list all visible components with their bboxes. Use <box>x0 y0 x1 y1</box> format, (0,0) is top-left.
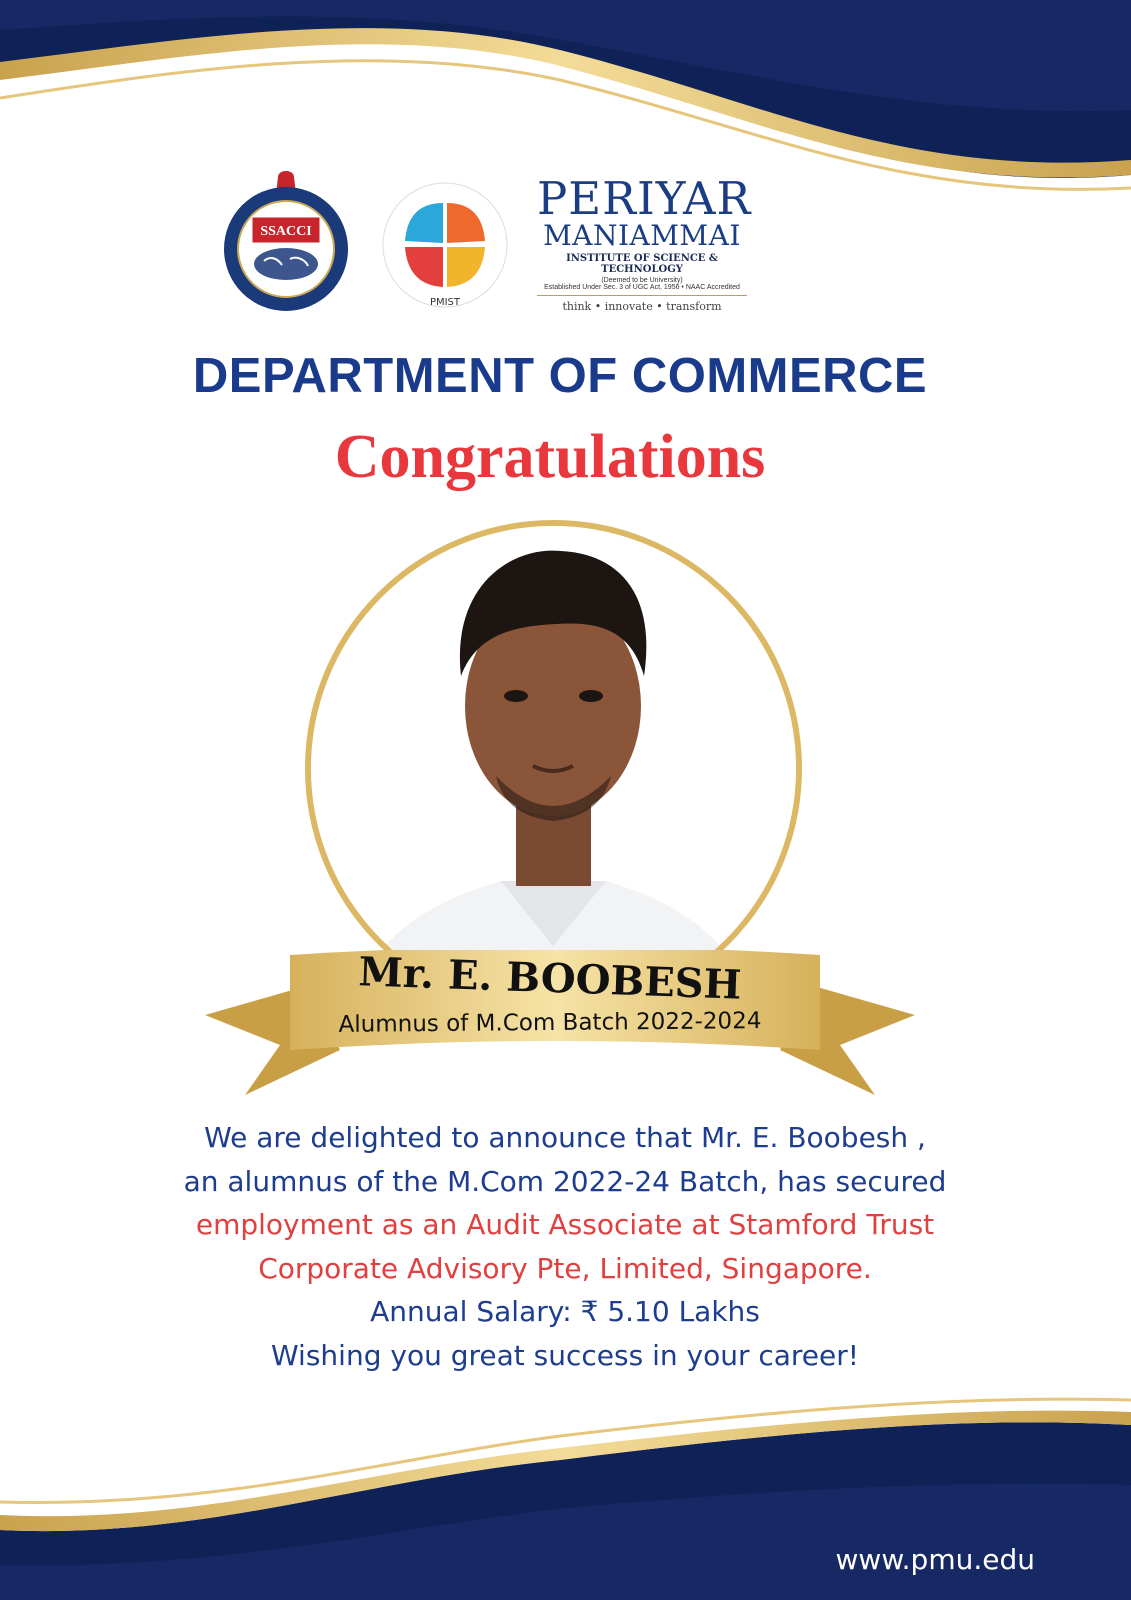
pmu-logo <box>537 172 752 313</box>
ssacci-logo <box>216 169 356 319</box>
announcement-line-4: Corporate Advisory Pte, Limited, Singapore. <box>258 1251 872 1285</box>
student-subtitle: Alumnus of M.Com Batch 2022-2024 <box>338 1008 762 1038</box>
student-photo-frame <box>305 520 802 1017</box>
ssacci-logo-text: SSACCI <box>260 224 312 239</box>
pmist-abbr-text: PMIST <box>429 297 461 308</box>
salary-line: Annual Salary: ₹ 5.10 Lakhs <box>370 1295 760 1328</box>
announcement-line-2: an alumnus of the M.Com 2022-24 Batch, has secured <box>183 1164 947 1198</box>
pmist-logo <box>380 175 510 315</box>
pmu-logo-line4: (Deemed to be University) <box>601 277 683 284</box>
pmu-logo-line2: MANIAMMAI <box>543 219 741 252</box>
announcement-line-3: employment as an Audit Associate at Stamford Trust <box>195 1208 935 1241</box>
department-title: DEPARTMENT OF COMMERCE <box>192 349 928 403</box>
website-url[interactable]: www.pmu.edu <box>835 1543 1035 1576</box>
pmu-logo-tagline: think • innovate • transform <box>562 300 722 313</box>
wishes-line: Wishing you great success in your career! <box>270 1338 859 1372</box>
student-photo <box>311 526 796 1011</box>
logo-row <box>0 165 1131 325</box>
pmu-logo-line5: Established Under Sec. 3 of UGC Act, 1956 • NAAC Accredited <box>537 284 747 296</box>
student-name: Mr. E. BOOBESH <box>357 948 743 1009</box>
pmu-logo-line3: INSTITUTE OF SCIENCE & TECHNOLOGY <box>566 253 718 275</box>
announcement-line-1: We are delighted to announce that Mr. E. Boobesh , <box>204 1121 926 1154</box>
announcement-text <box>60 1116 1070 1377</box>
pmu-logo-line1: PERIYAR <box>537 172 752 225</box>
congratulations-heading: Congratulations <box>334 423 766 491</box>
